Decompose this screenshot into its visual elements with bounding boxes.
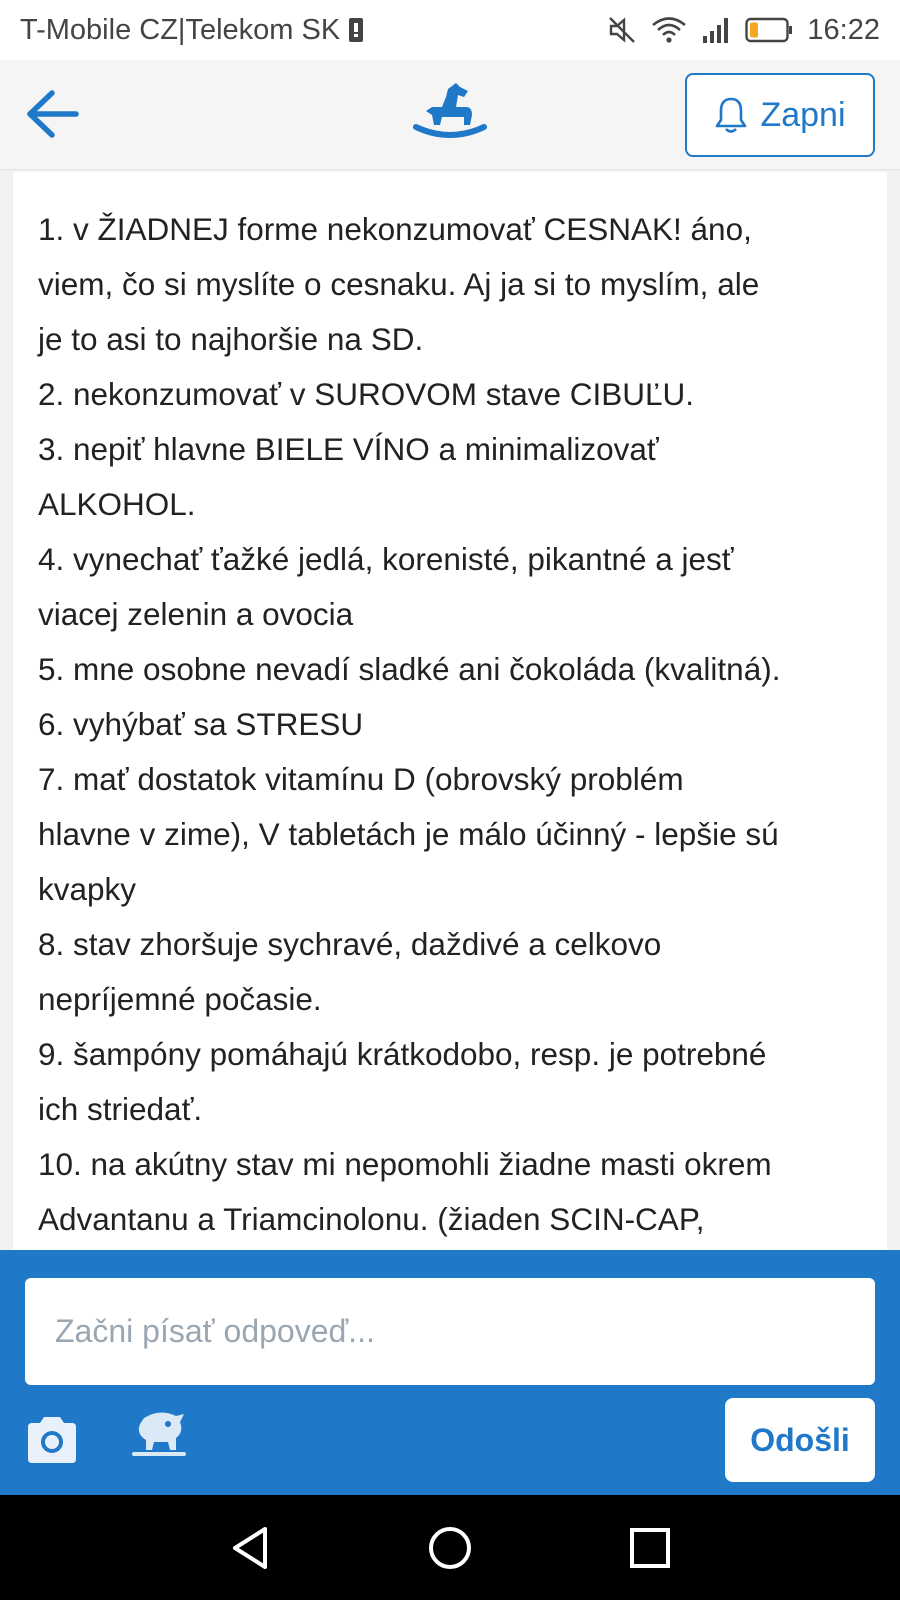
post-line: 7. mať dostatok vitamínu D (obrovský problém [38, 761, 684, 797]
status-bar [0, 0, 900, 60]
mascot-sticker-icon [130, 1408, 188, 1460]
carrier-name: T-Mobile CZ|Telekom SK [20, 13, 341, 46]
post-line: 1. v ŽIADNEJ forme nekonzumovať CESNAK! áno, [38, 211, 752, 247]
status-right [607, 14, 880, 47]
post-line: kvapky [38, 871, 137, 907]
battery-icon [745, 17, 793, 43]
logo[interactable] [410, 78, 490, 148]
post-line: 8. stav zhoršuje sychravé, daždivé a celkovo [38, 926, 662, 962]
post-line: ich striedať. [38, 1091, 203, 1127]
wifi-icon [651, 15, 687, 45]
nav-back-button[interactable] [225, 1523, 275, 1573]
mascot-sticker-button[interactable] [130, 1408, 188, 1460]
camera-icon [24, 1415, 80, 1465]
post-line: 5. mne osobne nevadí sladké ani čokoláda (kvalitná). [38, 651, 781, 687]
post-content [13, 172, 887, 1250]
rocking-horse-icon [412, 81, 488, 145]
nav-back-icon [225, 1523, 275, 1573]
post-line: 4. vynechať ťažké jedlá, korenisté, pikantné a jesť [38, 541, 734, 577]
post-line: je to asi to najhoršie na SD. [38, 321, 424, 357]
sim-icon [348, 17, 364, 43]
back-button[interactable] [20, 82, 84, 146]
camera-button[interactable] [24, 1415, 80, 1465]
status-left [20, 14, 364, 47]
reply-composer [0, 1250, 900, 1495]
send-button[interactable]: Odošli [725, 1398, 875, 1482]
post-line: 2. nekonzumovať v SUROVOM stave CIBUĽU. [38, 376, 695, 412]
nav-home-icon [425, 1523, 475, 1573]
post-line: viem, čo si myslíte o cesnaku. Aj ja si to myslím, ale [38, 266, 760, 302]
post-line: 3. nepiť hlavne BIELE VÍNO a minimalizovať [38, 431, 659, 467]
arrow-left-icon [24, 89, 80, 139]
post-line: nepríjemné počasie. [38, 981, 322, 1017]
notify-toggle-button[interactable] [685, 73, 875, 157]
bell-icon [714, 96, 748, 134]
nav-recents-button[interactable] [625, 1523, 675, 1573]
post-line: 10. na akútny stav mi nepomohli žiadne masti okrem [38, 1146, 772, 1182]
android-nav-bar [0, 1495, 900, 1600]
notify-label: Zapni [760, 95, 846, 134]
nav-recents-icon [625, 1523, 675, 1573]
post-line: ALKOHOL. [38, 486, 196, 522]
mute-icon [607, 15, 637, 45]
clock: 16:22 [807, 13, 880, 46]
reply-input[interactable] [25, 1278, 875, 1385]
post-line: hlavne v zime), V tabletách je málo účinný - lepšie sú [38, 816, 779, 852]
post-line: Advantanu a Triamcinolonu. (žiaden SCIN-CAP, [38, 1201, 705, 1237]
nav-home-button[interactable] [425, 1523, 475, 1573]
post-line: 9. šampóny pomáhajú krátkodobo, resp. je potrebné [38, 1036, 767, 1072]
post-line: 6. vyhýbať sa STRESU [38, 706, 364, 742]
signal-icon [701, 15, 731, 45]
post-line: viacej zelenin a ovocia [38, 596, 354, 632]
app-header [0, 60, 900, 170]
